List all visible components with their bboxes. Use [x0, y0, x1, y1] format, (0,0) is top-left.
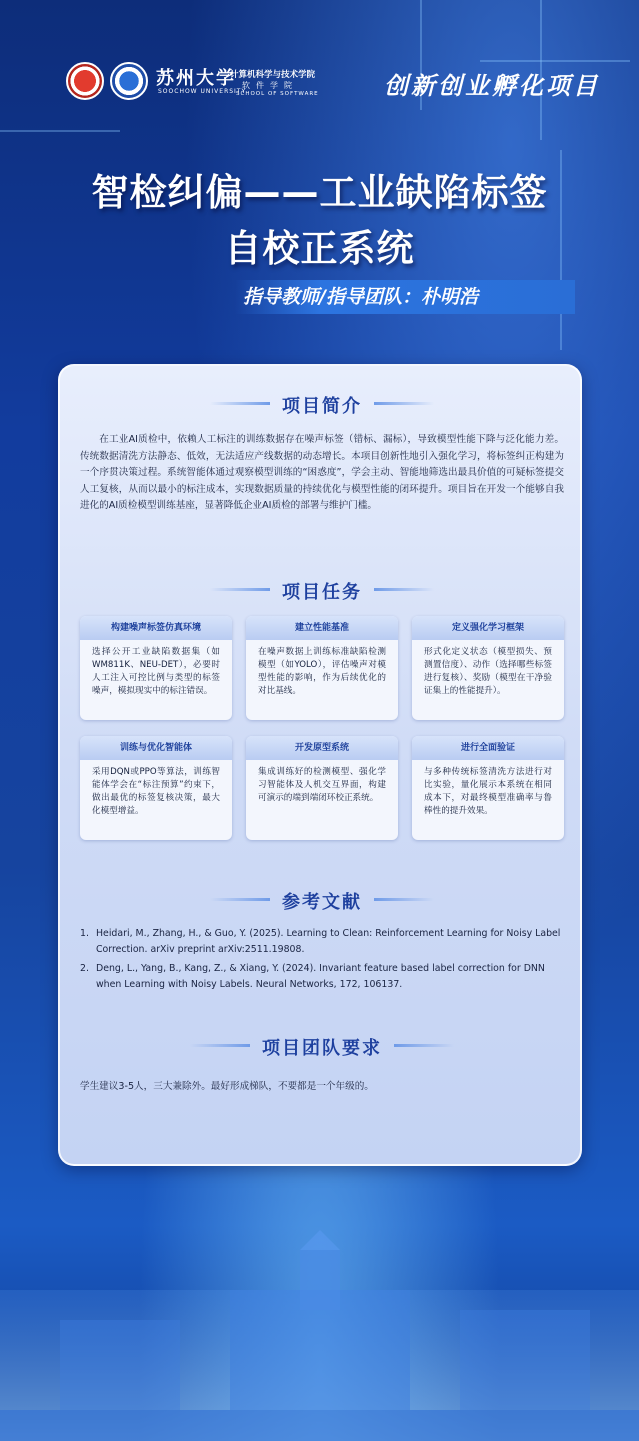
task-title: 进行全面验证 — [412, 736, 564, 760]
reference-item: 1. Heidari, M., Zhang, H., & Guo, Y. (2025). Learning to Clean: Reinforcement Learning for Noisy Label Correction. arXiv preprint arXiv:2511.19808. — [80, 928, 561, 955]
university-seal-icon — [66, 62, 104, 100]
reference-item: 2. Deng, L., Yang, B., Kang, Z., & Xiang, Y. (2024). Invariant feature based label correction for DNN when Learning with Noisy Labels. Neural Networks, 172, 106137. — [80, 963, 545, 990]
task-card — [246, 736, 398, 840]
section-tasks-heading: 项目任务 — [60, 578, 584, 604]
task-title: 定义强化学习框架 — [412, 616, 564, 640]
school-name: 计算机科学与技术学院 — [230, 70, 316, 80]
content-card — [58, 364, 582, 1166]
university-name: 苏州大学 — [156, 68, 236, 89]
circuit-line — [0, 130, 120, 132]
references-list — [80, 926, 564, 996]
header — [60, 60, 600, 110]
task-body: 与多种传统标签清洗方法进行对比实验，量化展示本系统在相同成本下，对最终模型准确率与鲁棒性的提升效果。 — [424, 767, 552, 816]
project-title-line2: 自校正系统 — [224, 227, 415, 270]
school-name-en: SCHOOL OF SOFTWARE — [236, 91, 319, 97]
intro-text: 在工业AI质检中，依赖人工标注的训练数据存在噪声标签（错标、漏标），导致模型性能下降与泛化能力差。传统数据清洗方法静态、低效，无法适应产线数据的动态增长。本项目创新性地引入强化学习，将标签纠正构建为一个序贯决策过程。系统智能体通过观察模型训练的“困惑度”，学会主动、智能地筛选出最具价值的可疑标签提交人工复核，从而以最小的标注成本，实现数据质量的持续优化与模型性能的闭环提升。项目旨在开发一个能够自我进化的AI质检模型训练基座，显著降低企业AI质检的部署与维护门槛。 — [80, 434, 564, 511]
university-name-en: SOOCHOW UNIVERSITY — [158, 88, 247, 95]
task-body: 在噪声数据上训练标准缺陷检测模型（如YOLO），评估噪声对模型性能的影响，作为后续优化的对比基线。 — [258, 647, 386, 696]
task-card — [412, 616, 564, 720]
task-body: 集成训练好的检测模型、强化学习智能体及人机交互界面，构建可演示的端到端闭环校正系统。 — [258, 767, 386, 803]
task-body: 采用DQN或PPO等算法，训练智能体学会在“标注预算”约束下，做出最优的标签复核决策，最大化模型增益。 — [92, 767, 220, 816]
team-requirement-text: 学生建议3-5人，三大兼除外。最好形成梯队，不要都是一个年级的。 — [80, 1081, 374, 1092]
section-references-heading: 参考文献 — [60, 888, 584, 914]
section-intro-heading: 项目简介 — [60, 392, 584, 418]
section-team-heading: 项目团队要求 — [60, 1034, 584, 1060]
task-title: 建立性能基准 — [246, 616, 398, 640]
school-emblem-icon — [110, 62, 148, 100]
task-card — [412, 736, 564, 840]
slogan: 创新创业孵化项目 — [384, 71, 600, 100]
task-body: 形式化定义状态（模型损失、预测置信度）、动作（选择哪些标签进行复核）、奖励（模型在干净验证集上的性能提升）。 — [424, 647, 552, 696]
project-title-line1: 智检纠偏——工业缺陷标签 — [91, 171, 548, 214]
task-title: 构建噪声标签仿真环境 — [80, 616, 232, 640]
task-body: 选择公开工业缺陷数据集（如WM811K、NEU-DET），必要时人工注入可控比例与类型的标签噪声，模拟现实中的标注错误。 — [92, 647, 220, 696]
task-card — [246, 616, 398, 720]
campus-skyline-graphic — [0, 1230, 639, 1441]
task-title: 训练与优化智能体 — [80, 736, 232, 760]
task-card — [80, 736, 232, 840]
advisor-banner: 指导教师/指导团队：朴明浩 — [235, 280, 575, 314]
school-subname: 软件学院 — [242, 81, 298, 90]
task-card — [80, 616, 232, 720]
task-title: 开发原型系统 — [246, 736, 398, 760]
